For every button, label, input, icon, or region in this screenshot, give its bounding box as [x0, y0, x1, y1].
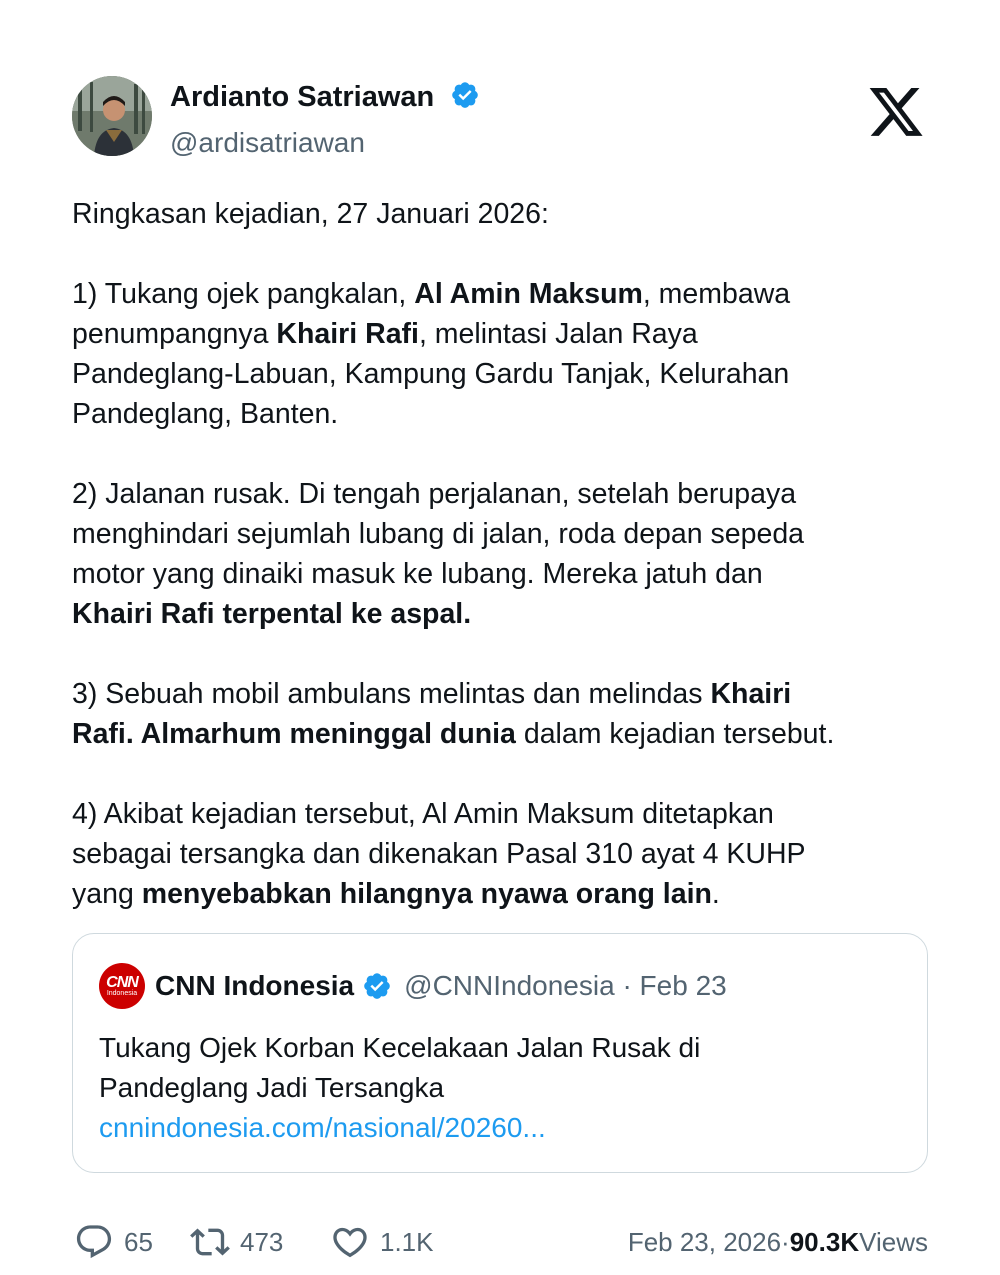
x-logo-icon[interactable] — [866, 88, 926, 142]
verified-badge-icon — [362, 971, 392, 1001]
bold-text: Khairi Rafi terpental ke aspal. — [72, 598, 472, 630]
author-name-row[interactable] — [170, 80, 480, 114]
text-span: . — [711, 878, 720, 910]
author-handle[interactable]: @ardisatriawan — [170, 127, 365, 158]
like-button[interactable] — [330, 1220, 434, 1264]
text-span: dalam kejadian tersebut. — [515, 718, 835, 750]
tweet-line: Pandeglang, Banten. — [72, 398, 339, 430]
bold-text: Khairi Rafi — [276, 318, 419, 350]
cnn-logo-avatar[interactable] — [99, 963, 145, 1009]
text-span: yang — [72, 878, 142, 910]
tweet-line: 4) Akibat kejadian tersebut, Al Amin Maksum ditetapkan — [72, 798, 774, 830]
tweet-line — [72, 714, 932, 754]
retweet-button[interactable] — [190, 1220, 283, 1264]
like-count: 1.1K — [380, 1226, 434, 1257]
text-span: , membawa — [642, 278, 791, 310]
paragraph-gap — [72, 434, 932, 474]
paragraph-gap — [72, 634, 932, 674]
tweet-body — [72, 194, 932, 914]
text-span: 3) Sebuah mobil ambulans melintas dan melindas — [72, 678, 711, 710]
tweet-line: sebagai tersangka dan dikenakan Pasal 310 ayat 4 KUHP — [72, 838, 806, 870]
tweet-line — [72, 594, 932, 634]
text-span: 1) Tukang ojek pangkalan, — [72, 278, 415, 310]
heart-icon — [330, 1222, 370, 1262]
author-avatar[interactable] — [72, 76, 152, 156]
quoted-author-name[interactable]: CNN Indonesia — [155, 970, 355, 1001]
paragraph-gap — [72, 754, 932, 794]
author-name[interactable]: Ardianto Satriawan — [170, 81, 435, 113]
paragraph-gap — [72, 234, 932, 274]
meta-separator: · — [781, 1226, 790, 1257]
bold-text: Al Amin Maksum — [414, 278, 643, 310]
tweet-line: Ringkasan kejadian, 27 Januari 2026: — [72, 198, 549, 230]
bold-text: menyebabkan hilangnya nyawa orang lain — [141, 878, 712, 910]
tweet-actions-bar — [72, 1220, 928, 1264]
quoted-tweet-card[interactable] — [72, 933, 928, 1173]
retweet-icon — [190, 1222, 230, 1262]
tweet-line: menghindari sejumlah lubang di jalan, roda depan sepeda — [72, 518, 805, 550]
tweet-line: motor yang dinaiki masuk ke lubang. Mereka jatuh dan — [72, 558, 763, 590]
quoted-tweet-link[interactable]: cnnindonesia.com/nasional/20260... — [99, 1112, 546, 1143]
cnn-logo-text: CNN — [106, 973, 138, 991]
views-count: 90.3K — [789, 1226, 860, 1257]
tweet-line — [72, 274, 932, 314]
quoted-text-line: Tukang Ojek Korban Kecelakaan Jalan Rusak di — [99, 1032, 701, 1063]
tweet-line — [72, 314, 932, 354]
tweet-line — [72, 674, 932, 714]
reply-count: 65 — [124, 1226, 153, 1257]
reply-icon — [74, 1222, 114, 1262]
reply-button[interactable] — [74, 1220, 153, 1264]
quoted-text-line: Pandeglang Jadi Tersangka — [99, 1072, 445, 1103]
tweet-meta — [628, 1220, 928, 1264]
avatar-photo — [72, 76, 152, 156]
tweet-line — [72, 874, 932, 914]
bold-text: Khairi — [710, 678, 792, 710]
quoted-tweet-header — [99, 964, 727, 1008]
text-span: penumpangnya — [72, 318, 277, 350]
cnn-logo-subtext: Indonesia — [106, 989, 138, 997]
quoted-tweet-text — [99, 1028, 899, 1108]
text-span: , melintasi Jalan Raya — [418, 318, 698, 350]
tweet-line: Pandeglang-Labuan, Kampung Gardu Tanjak, Kelurahan — [72, 358, 790, 390]
views-label: Views — [859, 1226, 928, 1257]
retweet-count: 473 — [240, 1226, 284, 1257]
bold-text: Rafi. Almarhum meninggal dunia — [72, 718, 516, 750]
quoted-author-meta[interactable]: @CNNIndonesia · Feb 23 — [404, 970, 727, 1001]
tweet-date[interactable]: Feb 23, 2026 — [627, 1226, 782, 1257]
tweet-line: 2) Jalanan rusak. Di tengah perjalanan, setelah berupaya — [72, 478, 797, 510]
verified-badge-icon — [450, 80, 480, 110]
